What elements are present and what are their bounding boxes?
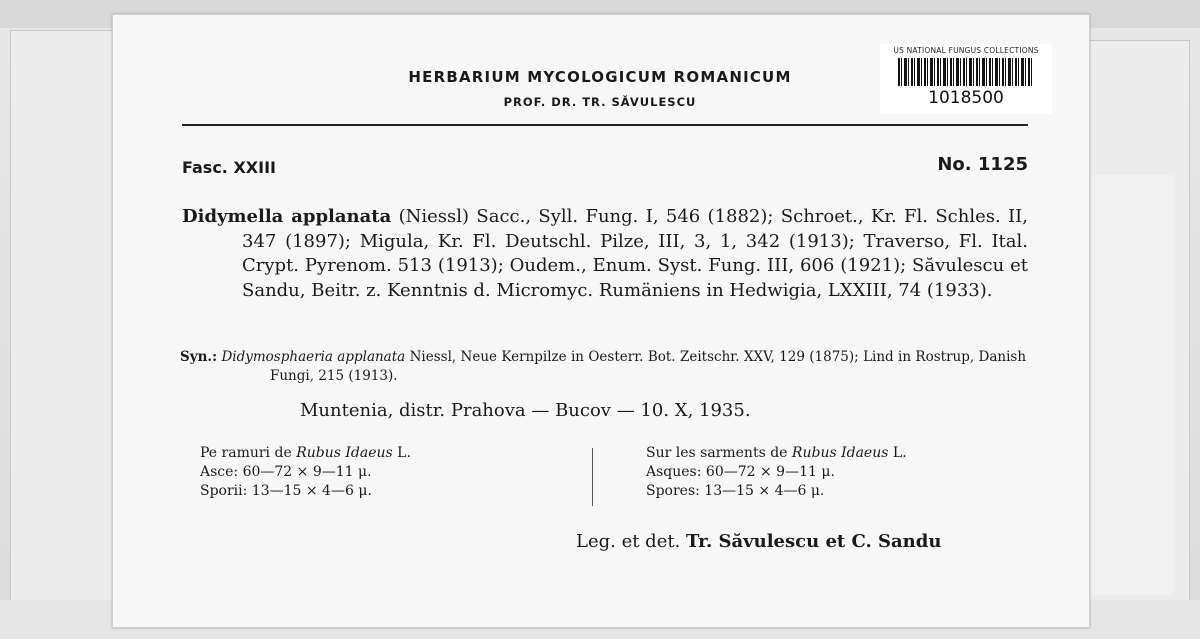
collector-names: Tr. Săvulescu et C. Sandu <box>686 531 942 552</box>
collector-line <box>576 531 941 552</box>
romanian-host-prefix: Pe ramuri de <box>200 445 292 461</box>
species-name: Didymella applanata <box>182 206 392 227</box>
citation-text: (Niessl) Sacc., Syll. Fung. I, 546 (1882); Schroet., Kr. Fl. Schles. II, 347 (1897); Migula, Kr. Fl. Deutschl. Pilze, III, 3, 1, 342 (1913); Traverso, Fl. Ital. Crypt. Pyrenom. 513 (1913); Oudem., Enum. Syst. Fung. III, 606 (1921); Săvulescu et Sandu, Beitr. z. Kenntnis d. Micromyc. Rumäniens in Hedwigia, LXXIII, 74 (1933). <box>242 206 1028 301</box>
french-description <box>646 444 907 501</box>
herbarium-title: HERBARIUM MYCOLOGICUM ROMANICUM <box>408 68 792 86</box>
column-divider <box>592 448 593 506</box>
french-host: Rubus Idaeus <box>791 445 889 461</box>
barcode-number: 1018500 <box>928 88 1004 108</box>
species-citation <box>182 205 1028 303</box>
collector-prefix: Leg. et det. <box>576 531 681 552</box>
header-rule <box>182 124 1028 126</box>
barcode-collection-name: US NATIONAL FUNGUS COLLECTIONS <box>893 46 1039 55</box>
herbarium-curator: PROF. DR. TR. SĂVULESCU <box>503 95 697 109</box>
romanian-asci: Asce: 60—72 × 9—11 μ. <box>200 464 372 480</box>
romanian-host-suffix: L. <box>397 445 411 461</box>
romanian-description <box>200 444 411 501</box>
synonym-label: Syn.: <box>180 349 218 365</box>
romanian-host: Rubus Idaeus <box>296 445 393 461</box>
romanian-spores: Sporii: 13—15 × 4—6 μ. <box>200 483 372 499</box>
specimen-number: No. 1125 <box>937 154 1028 175</box>
synonym-text: Niessl, Neue Kernpilze in Oesterr. Bot. Zeitschr. XXV, 129 (1875); Lind in Rostrup, Danish Fungi, 215 (1913). <box>270 349 1027 384</box>
fascicle-number: Fasc. XXIII <box>182 158 276 177</box>
locality: Muntenia, distr. Prahova — Bucov — 10. X, 1935. <box>300 400 751 421</box>
synonym-block <box>180 348 1026 386</box>
french-spores: Spores: 13—15 × 4—6 μ. <box>646 483 825 499</box>
french-asci: Asques: 60—72 × 9—11 μ. <box>646 464 835 480</box>
synonym-species: Didymosphaeria applanata <box>221 349 406 365</box>
french-host-prefix: Sur les sarments de <box>646 445 788 461</box>
french-host-suffix: L. <box>892 445 907 461</box>
